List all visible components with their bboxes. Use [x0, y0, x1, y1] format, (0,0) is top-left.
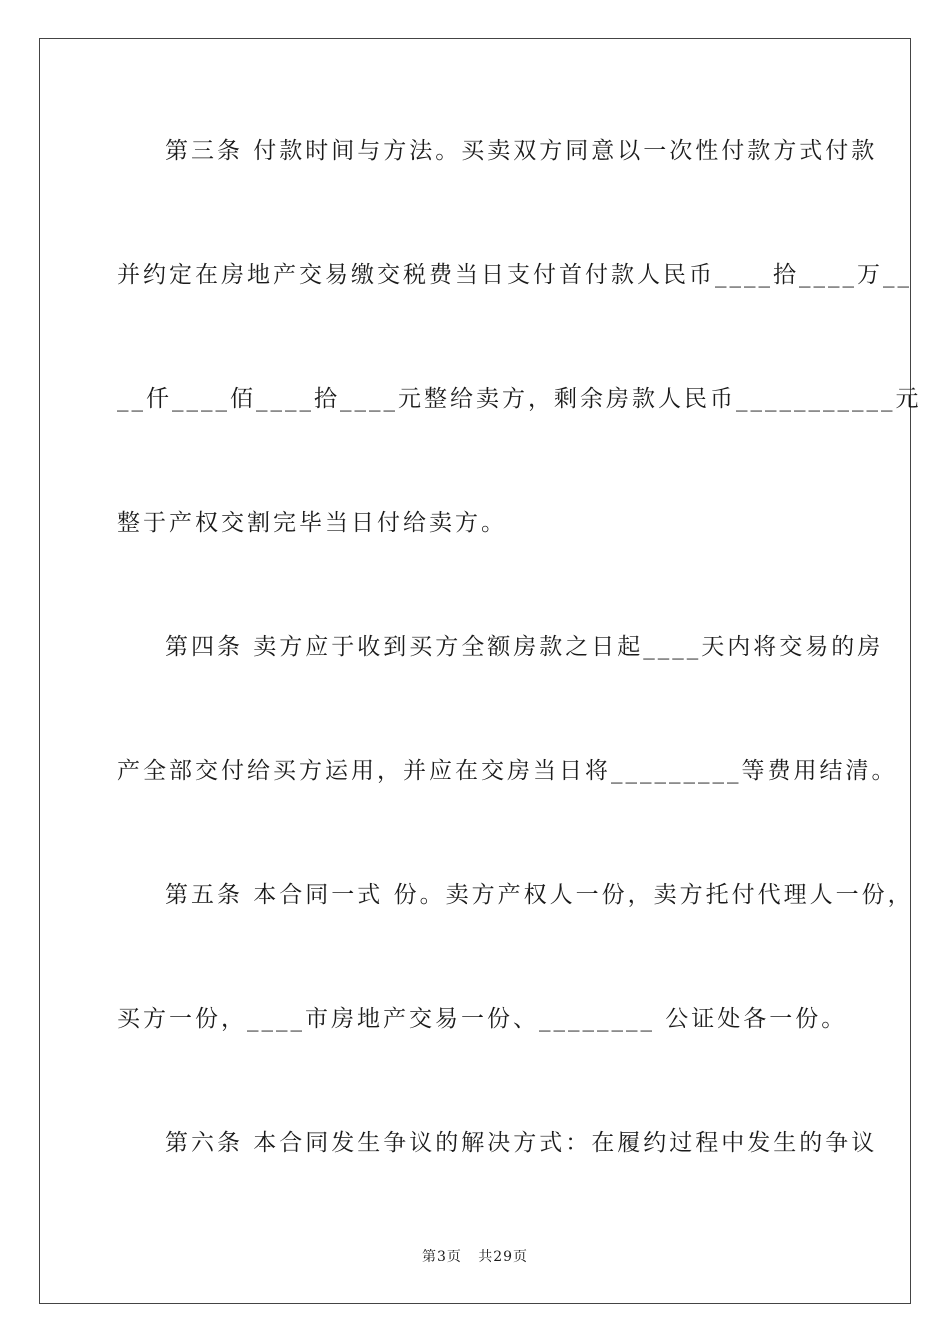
clause-4-line-1: 第四条 卖方应于收到买方全额房款之日起____天内将交易的房 [165, 634, 884, 660]
clause-6-line-1: 第六条 本合同发生争议的解决方式：在履约过程中发生的争议 [165, 1130, 878, 1156]
clause-4-line-2: 产全部交付给买方运用，并应在交房当日将_________等费用结清。 [117, 758, 898, 784]
clause-5-line-2: 买方一份，____市房地产交易一份、________ 公证处各一份。 [117, 1006, 848, 1032]
clause-3-line-2: 并约定在房地产交易缴交税费当日支付首付款人民币____拾____万__ [117, 262, 912, 288]
clause-3-line-4: 整于产权交割完毕当日付给卖方。 [117, 510, 507, 536]
page-border [39, 38, 922, 1304]
clause-5-line-1: 第五条 本合同一式 份。卖方产权人一份，卖方托付代理人一份， [165, 882, 914, 908]
clause-3-line-3: __仟____佰____拾____元整给卖方，剩余房款人民币___________元 [117, 386, 922, 412]
page-number: 第3页 共29页 [421, 1249, 529, 1265]
clause-3-line-1: 第三条 付款时间与方法。买卖双方同意以一次性付款方式付款 [165, 138, 878, 164]
